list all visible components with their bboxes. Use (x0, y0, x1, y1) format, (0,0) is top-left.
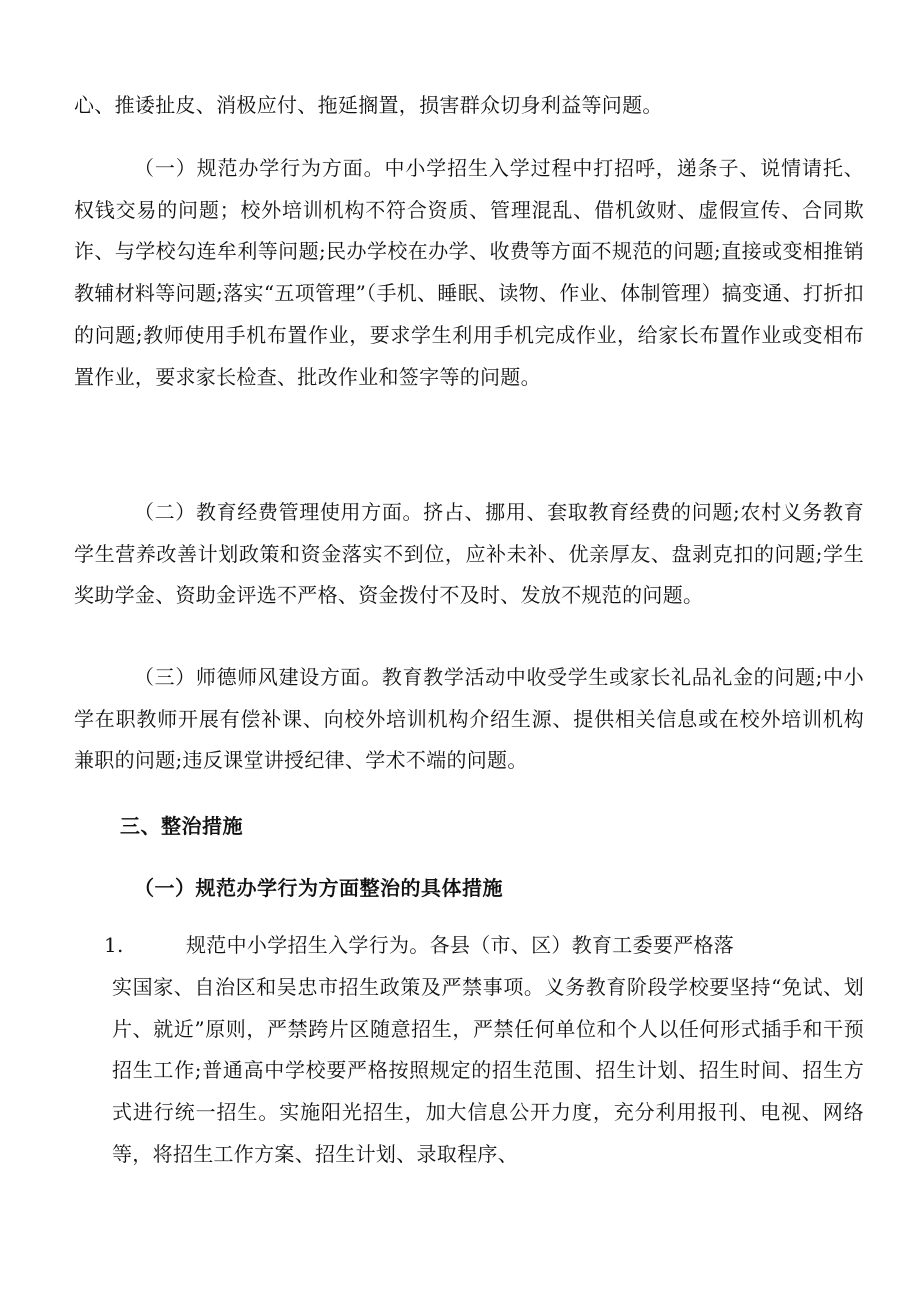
paragraph-education-funds: （二）教育经费管理使用方面。挤占、挪用、套取教育经费的问题;农村义务教育学生营养改善计划政策和资金落实不到位，应补未补、优亲厚友、盘剥克扣的问题;学生奖助学金、资助金评选不严格、资金拨付不及时、发放不规范的问题。 (74, 500, 864, 608)
paragraph-school-conduct: （一）规范办学行为方面。中小学招生入学过程中打招呼，递条子、说情请托、权钱交易的问题；校外培训机构不符合资质、管理混乱、借机敛财、虚假宣传、合同欺诈、与学校勾连牟利等问题;民办学校在办学、收费等方面不规范的问题;直接或变相推销教辅材料等问题;落实“五项管理”（手机、睡眠、读物、作业、体制管理）搞变通、打折扣的问题;教师使用手机布置作业，要求学生利用手机完成作业，给家长布置作业或变相布置作业，要求家长检查、批改作业和签字等的问题。 (74, 156, 864, 389)
list-item-body: 实国家、自治区和吴忠市招生政策及严禁事项。义务教育阶段学校要坚持“免试、划片、就近”原则，严禁跨片区随意招生，严禁任何单位和个人以任何形式插手和干预招生工作;普通高中学校要严格按照规定的招生范围、招生计划、招生时间、招生方式进行统一招生。实施阳光招生，加大信息公开力度，充分利用报刊、电视、网络等，将招生工作方案、招生计划、录取程序、 (112, 975, 864, 1166)
paragraph-teacher-ethics: （三）师德师风建设方面。教育教学活动中收受学生或家长礼品礼金的问题;中小学在职教师开展有偿补课、向校外培训机构介绍生源、提供相关信息或在校外培训机构兼职的问题;违反课堂讲授纪律、学术不端的问题。 (74, 665, 864, 773)
list-item-heading-text: 规范中小学招生入学行为。各县（市、区）教育工委要严格落 (186, 933, 735, 957)
list-item-first-line (52, 925, 864, 967)
list-item-1 (104, 925, 864, 967)
subsection-heading: （一）规范办学行为方面整治的具体措施 (134, 876, 503, 900)
list-item-number: 1. (104, 933, 124, 957)
section-heading: 三、整治措施 (120, 814, 243, 838)
paragraph-continued: 心、推诿扯皮、消极应付、拖延搁置，损害群众切身利益等问题。 (74, 93, 663, 117)
